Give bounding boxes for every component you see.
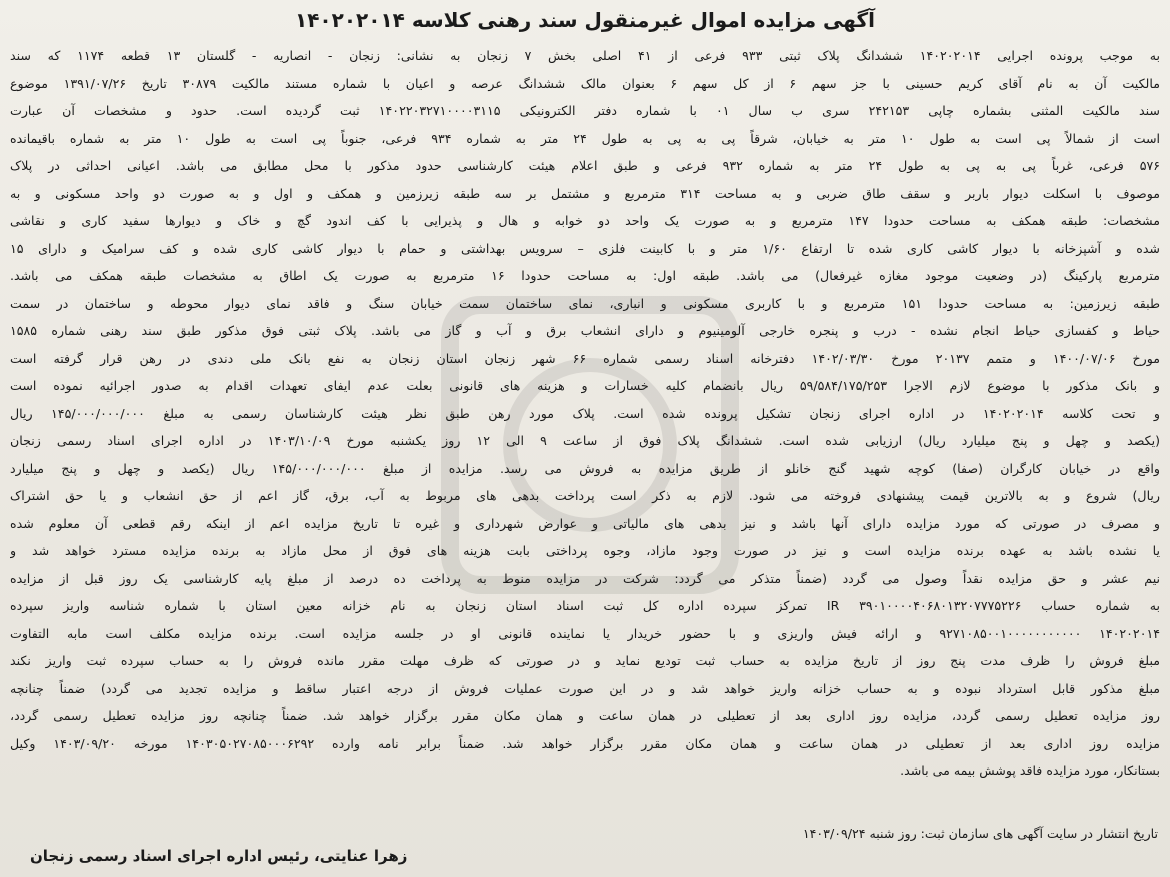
body-line: (یکصد و چهل و پنج میلیارد ریال) ارزیابی شده است. ششدانگ پلاک فوق از ساعت ۹ الی ۱۲ روز یکشنبه مورخ ۱۴۰۳/۱۰/۰۹ در اداره اجرای اسناد رسمی زنجان <box>10 433 1160 448</box>
body-line: موصوف با اسکلت دیوار باربر و سقف طاق ضربی و به مساحت ۳۱۴ مترمربع و مشتمل بر سه طبقه زیرزمین و همکف و اول و به صورت دو واحد مسکونی و به <box>10 185 1160 201</box>
body-line: و بانک مذکور با موضوع لازم الاجرا ۵۹/۵۸۴/۱۷۵/۲۵۳ ریال بانضمام کلیه خسارات و هزینه های قانونی بعلت عدم ایفای تعهدات اقدام به صدور اجرائیه نموده است <box>10 378 1160 393</box>
publication-date: تاریخ انتشار در سایت آگهی های سازمان ثبت: روز شنبه ۱۴۰۳/۰۹/۲۴ <box>802 826 1158 841</box>
body-line: مبلغ فروش را ظرف مدت پنج روز از تاریخ مزایده به حساب ثبت تودیع نماید و در صورتی که ظرف مهلت مقرر مانده فروش را به حساب سپرده ثبت واریز نکند <box>10 653 1160 668</box>
body-line: شده و آشپزخانه با دیوار کاشی کاری شده تا ارتفاع ۱/۶۰ متر و با کابینت فلزی – سرویس بهداشتی و حمام با دیوار کاشی کاری شده و کف سرامیک و دارای ۱۵ <box>10 240 1160 256</box>
body-line: روز مزایده تعطیل رسمی گردد، مزایده روز اداری بعد از تعطیلی در همان ساعت و همان مکان مقرر برگزار خواهد شد. ضمناً چنانچه روز مزایده تعطیل رسمی گردد، <box>10 708 1160 723</box>
body-line: مزایده روز اداری بعد از تعطیلی در همان ساعت و همان مکان مقرر برگزار خواهد شد. ضمناً برابر نامه وارده ۱۴۰۳۰۵۰۲۷۰۸۵۰۰۰۶۲۹۲ مورخه ۱۴۰۳/۰۹/۲۰ وکیل <box>10 735 1160 751</box>
body-line: ۱۴۰۲۰۲۰۱۴ ۹۲۷۱۰۸۵۰۰۱۰۰۰۰۰۰۰۰۰۰۰ و ارائه فیش واریزی و با حضور خریدار یا نماینده قانونی او در جلسه مزایده است. برنده مزایده مکلف است مابه التفاوت <box>10 625 1160 641</box>
body-line: یا نشده باشد به عهده برنده مزایده است و نیز در صورت وجود مازاد، وجوه پرداختی بابت هزینه های فوق از محل مازاد به برنده مزایده مسترد خواهد شد و <box>10 543 1160 558</box>
body-line: و مصرف در صورتی که مورد مزایده دارای آنها باشد و نیز بدهی های مالیاتی و عوارض شهرداری و غیره تا تاریخ مزایده اعم از اینکه رقم قطعی آن معلوم شده <box>10 515 1160 531</box>
body-line: ریال) شروع و به بالاترین قیمت پیشنهادی فروخته می شود. لازم به ذکر است پرداخت بدهی های مربوط به آب، برق، گاز اعم از حق انشعاب و یا حق اشتراک <box>10 488 1160 503</box>
body-line: مشخصات: طبقه همکف به مساحت حدودا ۱۴۷ مترمربع و به صورت یک واحد دو خوابه و هال و پذیرایی با کف اندود گچ و خاک و دیوارها سفید کاری و نقاشی <box>10 213 1160 228</box>
body-line: است از شمالاً پی است به طول ۱۰ متر به خیابان، شرقاً پی به پی به طول ۲۴ متر به شماره ۹۳۴ فرعی، جنوباً پی است به طول ۱۰ متر به شماره باقیمانده <box>10 130 1160 146</box>
body-line: طبقه زیرزمین: به مساحت حدودا ۱۵۱ مترمربع و با کاربری مسکونی و انباری، نمای ساختمان سمت خیابان سنگ و فاقد نمای دیوار محوطه و ساختمان در سمت <box>10 295 1160 311</box>
body-line: و تحت کلاسه ۱۴۰۲۰۲۰۱۴ در اداره اجرای زنجان تشکیل پرونده شده است. پلاک مورد رهن طبق نظر هیئت کارشناسان رسمی به مبلغ ۱۴۵/۰۰۰/۰۰۰/۰۰۰ ریال <box>10 405 1160 421</box>
body-line: واقع در خیابان کارگران (صفا) کوچه شهید گنج خانلو از طریق مزایده به فروش می رسد. مزایده از مبلغ ۱۴۵/۰۰۰/۰۰۰/۰۰۰ ریال (یکصد و چهل و پنج میلیارد <box>10 460 1160 476</box>
signature: زهرا عنایتی، رئیس اداره اجرای اسناد رسمی زنجان <box>30 847 408 865</box>
notice-body <box>10 42 1160 785</box>
body-line: مالکیت آن به نام آقای کریم حسینی با جز سهم ۶ از کل سهم ۶ بعنوان مالک ششدانگ عرصه و اعیان با شماره مستند مالکیت ۳۰۸۷۹ تاریخ ۱۳۹۱/۰۷/۲۶ موضوع <box>10 75 1160 91</box>
body-line: به شماره حساب IR ۳۹۰۱۰۰۰۰۴۰۶۸۰۱۳۲۰۷۷۷۵۲۲۶ تمرکز سپرده اداره کل ثبت اسناد استان زنجان به نام خزانه معین استان با شماره شناسه واریز سپرده <box>10 598 1160 613</box>
body-line: مترمربع پارکینگ (در وضعیت موجود مغازه غیرفعال) می باشد. طبقه اول: به مساحت حدودا ۱۶ مترمربع به صورت یک اطاق به مشخصات طبقه همکف می باشد. <box>10 268 1160 283</box>
body-line: سند مالکیت المثنی بشماره چاپی ۲۴۲۱۵۳ سری ب سال ۰۱ با شماره دفتر الکترونیکی ۱۴۰۲۲۰۳۲۷۱۰۰۰۰۳۱۱۵ ثبت گردیده است. حدود و مشخصات آن عبارت <box>10 103 1160 118</box>
notice-title: آگهی مزایده اموال غیرمنقول سند رهنی کلاسه ۱۴۰۲۰۲۰۱۴ <box>295 8 875 32</box>
body-line: به موجب پرونده اجرایی ۱۴۰۲۰۲۰۱۴ ششدانگ پلاک ثبتی ۹۳۳ فرعی از ۴۱ اصلی بخش ۷ زنجان به نشانی: زنجان - انصاریه - گلستان ۱۳ قطعه ۱۱۷۴ که سند <box>10 48 1160 63</box>
body-line-last: بستانکار، مورد مزایده فاقد پوشش بیمه می باشد. <box>900 763 1160 778</box>
body-line: حیاط و کفسازی حیاط انجام نشده - درب و پنجره خارجی آلومینیوم و دارای انشعاب برق و آب و گاز می باشد. پلاک ثبتی فوق مذکور طبق سند رهنی شماره ۱۵۸۵ <box>10 323 1160 338</box>
body-line: مورخ ۱۴۰۰/۰۷/۰۶ و متمم ۲۰۱۳۷ مورخ ۱۴۰۲/۰۳/۳۰ دفترخانه اسناد رسمی شماره ۶۶ شهر زنجان استان زنجان به نفع بانک ملی دندی در رهن قرار گرفته است <box>10 350 1160 366</box>
body-line: مبلغ مذکور قابل استرداد نبوده و به حساب خزانه واریز خواهد شد و در این صورت عملیات فروش از درجه اعتبار ساقط و مزایده تجدید می گردد) ضمناً چنانچه <box>10 680 1160 696</box>
body-line: نیم عشر و حق مزایده نقداً وصول می گردد (ضمناً متذکر می گردد: شرکت در مزایده منوط به پرداخت ده درصد از مبلغ پایه کارشناسی یک روز قبل از مزایده <box>10 570 1160 586</box>
body-line: ۵۷۶ فرعی، غرباً پی به پی به طول ۲۴ متر به شماره ۹۳۲ فرعی و طبق اعلام هیئت کارشناسی حدود مذکور با محل مطابق می باشد. اعیانی احداثی در پلاک <box>10 158 1160 173</box>
